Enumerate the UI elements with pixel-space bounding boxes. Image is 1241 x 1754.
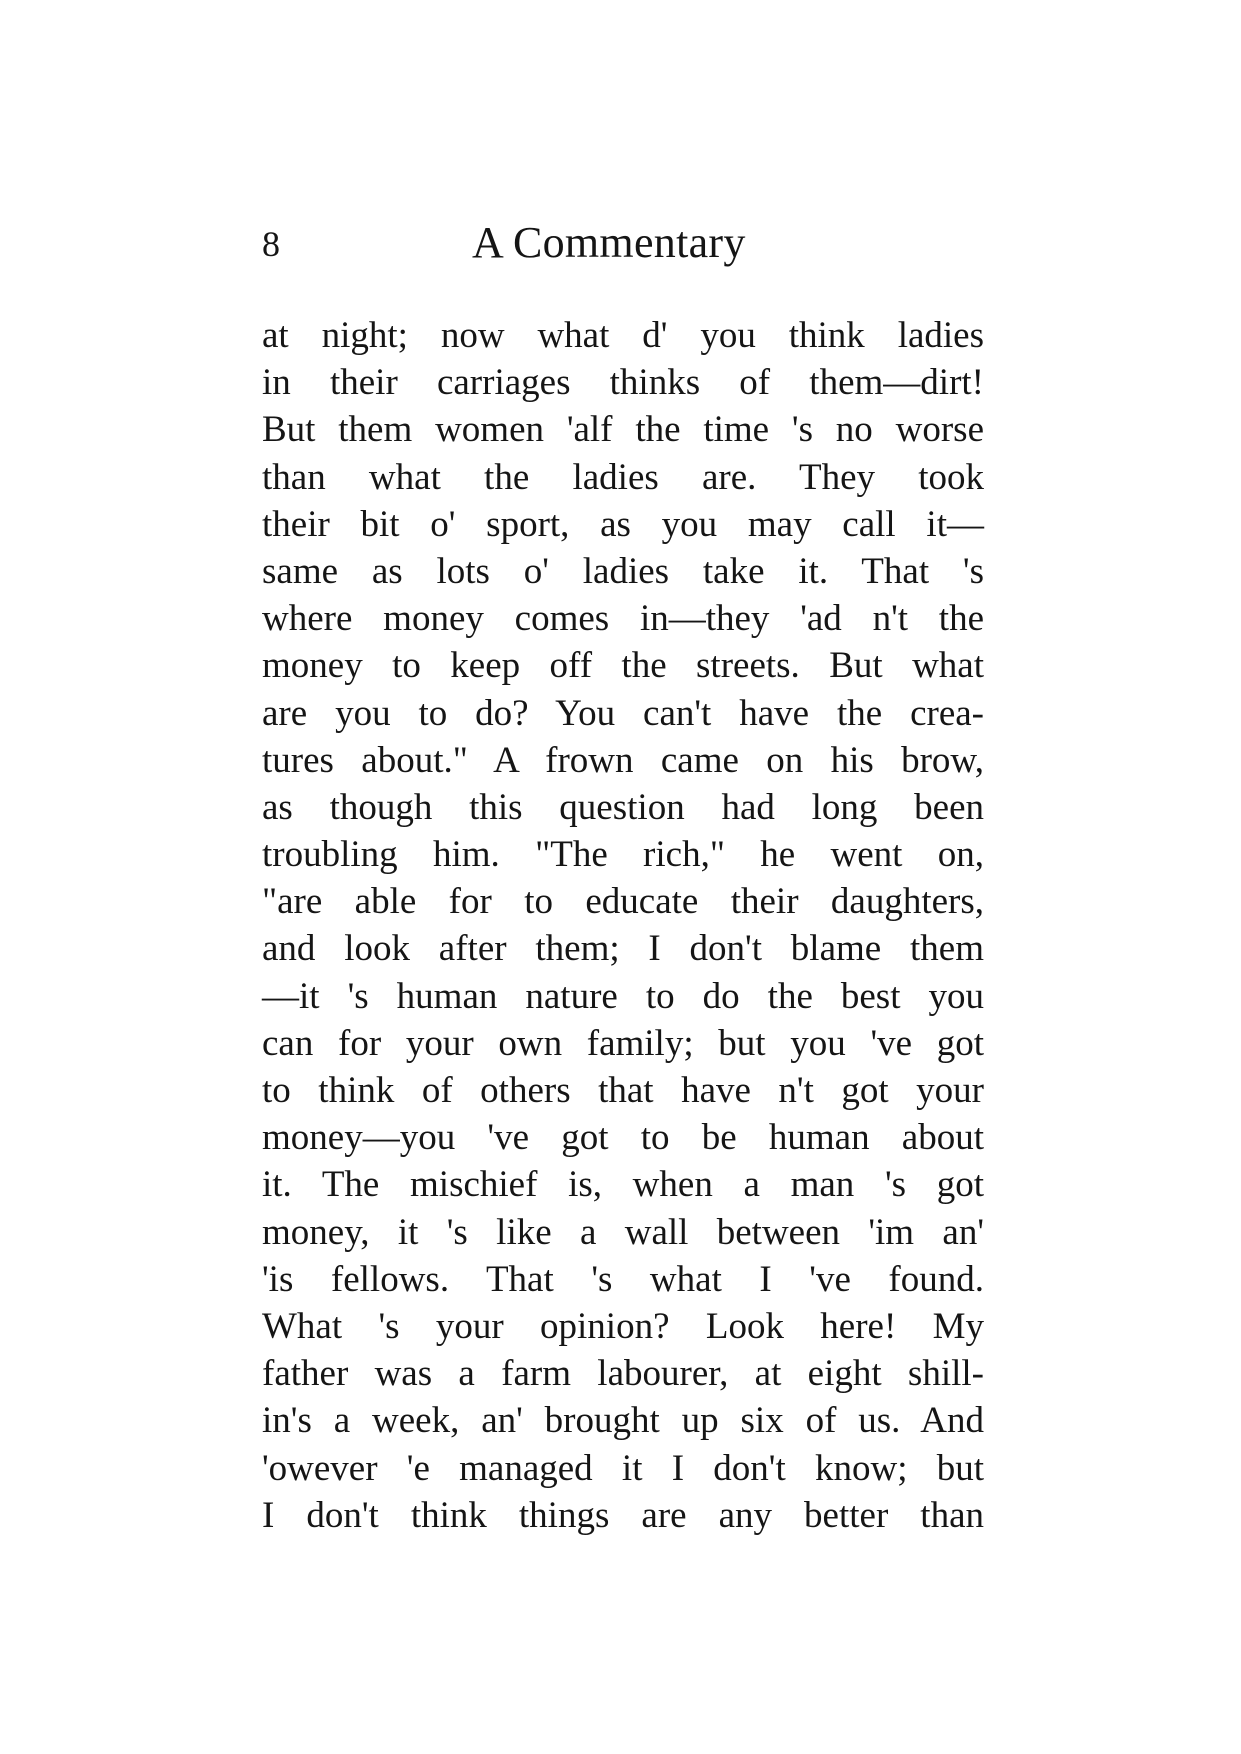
- text-line: I don't think things are any better than: [262, 1494, 984, 1536]
- text-line: same as lots o' ladies take it. That 's: [262, 550, 984, 592]
- text-line: can for your own family; but you 've got: [262, 1022, 984, 1064]
- text-line: What 's your opinion? Look here! My: [262, 1305, 984, 1347]
- body-text: [262, 312, 984, 1539]
- text-line: are you to do? You can't have the crea-: [262, 692, 984, 734]
- text-line: than what the ladies are. They took: [262, 456, 984, 498]
- text-line: where money comes in—they 'ad n't the: [262, 598, 984, 640]
- text-line: it. The mischief is, when a man 's got: [262, 1164, 984, 1206]
- text-line: —it 's human nature to do the best you: [262, 975, 984, 1017]
- text-line: and look after them; I don't blame them: [262, 928, 984, 970]
- text-line: money to keep off the streets. But what: [262, 645, 984, 687]
- page-number: 8: [262, 224, 280, 264]
- text-line: to think of others that have n't got your: [262, 1070, 984, 1111]
- text-line: money, it 's like a wall between 'im an': [262, 1211, 984, 1253]
- text-line: 'is fellows. That 's what I 've found.: [262, 1258, 984, 1300]
- text-line: at night; now what d' you think ladies: [262, 315, 984, 356]
- page-header: [262, 218, 982, 282]
- text-line: money—you 've got to be human about: [262, 1117, 984, 1159]
- text-line: tures about." A frown came on his brow,: [262, 739, 984, 781]
- running-title: A Commentary: [472, 218, 746, 267]
- text-line: as though this question had long been: [262, 786, 984, 828]
- text-line: 'owever 'e managed it I don't know; but: [262, 1447, 984, 1489]
- text-line: in their carriages thinks of them—dirt!: [262, 362, 984, 404]
- text-line: "are able for to educate their daughters,: [262, 881, 984, 923]
- text-line: their bit o' sport, as you may call it—: [262, 503, 984, 545]
- text-line: in's a week, an' brought up six of us. And: [262, 1400, 984, 1442]
- text-line: troubling him. "The rich," he went on,: [262, 834, 984, 876]
- text-line: But them women 'alf the time 's no worse: [262, 409, 984, 451]
- text-line: father was a farm labourer, at eight shill-: [262, 1353, 984, 1395]
